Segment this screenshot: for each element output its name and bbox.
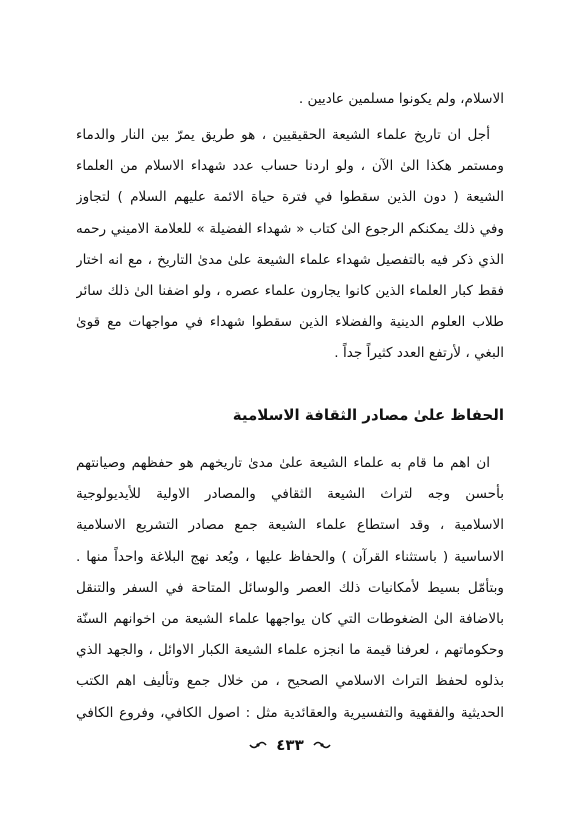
ornament-left-icon — [249, 739, 267, 754]
paragraph-continuation — [76, 84, 504, 115]
text-line: بأحسن وجه لتراث الشيعة الثقافي والمصادر الاولية للأيديولوجية — [76, 486, 504, 503]
text-line: ومستمر هكذا الىٰ الآن ، ولو اردنا حساب عدد شهداء الاسلام من العلماء — [76, 158, 504, 175]
page-number: ٤٣٣ — [276, 736, 304, 754]
text-line: الذي ذكر فيه بالتفصيل شهداء علماء الشيعة علىٰ مدىٰ التاريخ ، مع انه اختار — [76, 251, 504, 268]
section-heading: الحفاظ علىٰ مصادر الثقافة الاسلامية — [232, 406, 504, 424]
text-line: طلاب العلوم الدينية والفضلاء الذين سقطوا شهداء في مواجهات مع قوىٰ — [76, 314, 504, 331]
text-line: الاساسية ( باستثناء القرآن ) والحفاظ عليها ، ويُعد نهج البلاغة واحداً منها . — [76, 548, 504, 565]
text-line: الاسلام، ولم يكونوا مسلمين عاديين . — [298, 91, 504, 107]
text-line: بالاضافة الىٰ الضغوطات التي كان يواجهها علماء الشيعة من اخوانهم السنّة — [76, 610, 504, 627]
page-number-footer — [0, 736, 580, 754]
text-line: بذلوه لحفظ التراث الاسلامي الصحيح ، من خلال جمع وتأليف اهم الكتب — [76, 673, 504, 690]
text-line: وحكوماتهم ، لعرفنا قيمة ما انجزه علماء الشيعة الكبار الاوائل ، والجهد الذي — [76, 642, 504, 659]
text-line: وبتأمّل بسيط لأمكانيات ذلك العصر والوسائل المتاحة في السفر والتنقل — [76, 579, 504, 596]
ornament-right-icon — [313, 739, 331, 754]
text-line: البغي ، لأرتفع العدد كثيراً جداً . — [334, 345, 504, 362]
text-line: ان اهم ما قام به علماء الشيعة علىٰ مدىٰ تاريخهم هو حفظهم وصيانتهم — [76, 455, 490, 471]
paragraph-preservation — [76, 448, 504, 729]
text-line: فقط كبار العلماء الذين كانوا يجارون علماء عصره ، ولو اضفنا الىٰ ذلك سائر — [76, 282, 504, 299]
text-line: الحديثية والفقهية والتفسيرية والعقائدية مثل : اصول الكافي، وفروع الكافي — [76, 704, 504, 721]
text-line: وفي ذلك يمكنكم الرجوع الىٰ كتاب « شهداء الفضيلة » للعلامة الاميني رحمه — [76, 220, 504, 237]
text-line: أجل ان تاريخ علماء الشيعة الحقيقيين ، هو طريق يمرّ بين النار والدماء — [76, 127, 490, 143]
text-line: الشيعة ( دون الذين سقطوا في فترة حياة الائمة عليهم السلام ) لتجاوز — [76, 189, 504, 206]
paragraph-martyrs — [76, 120, 504, 370]
text-line: الاسلامية ، وقد استطاع علماء الشيعة جمع مصادر التشريع الاسلامية — [76, 517, 504, 534]
